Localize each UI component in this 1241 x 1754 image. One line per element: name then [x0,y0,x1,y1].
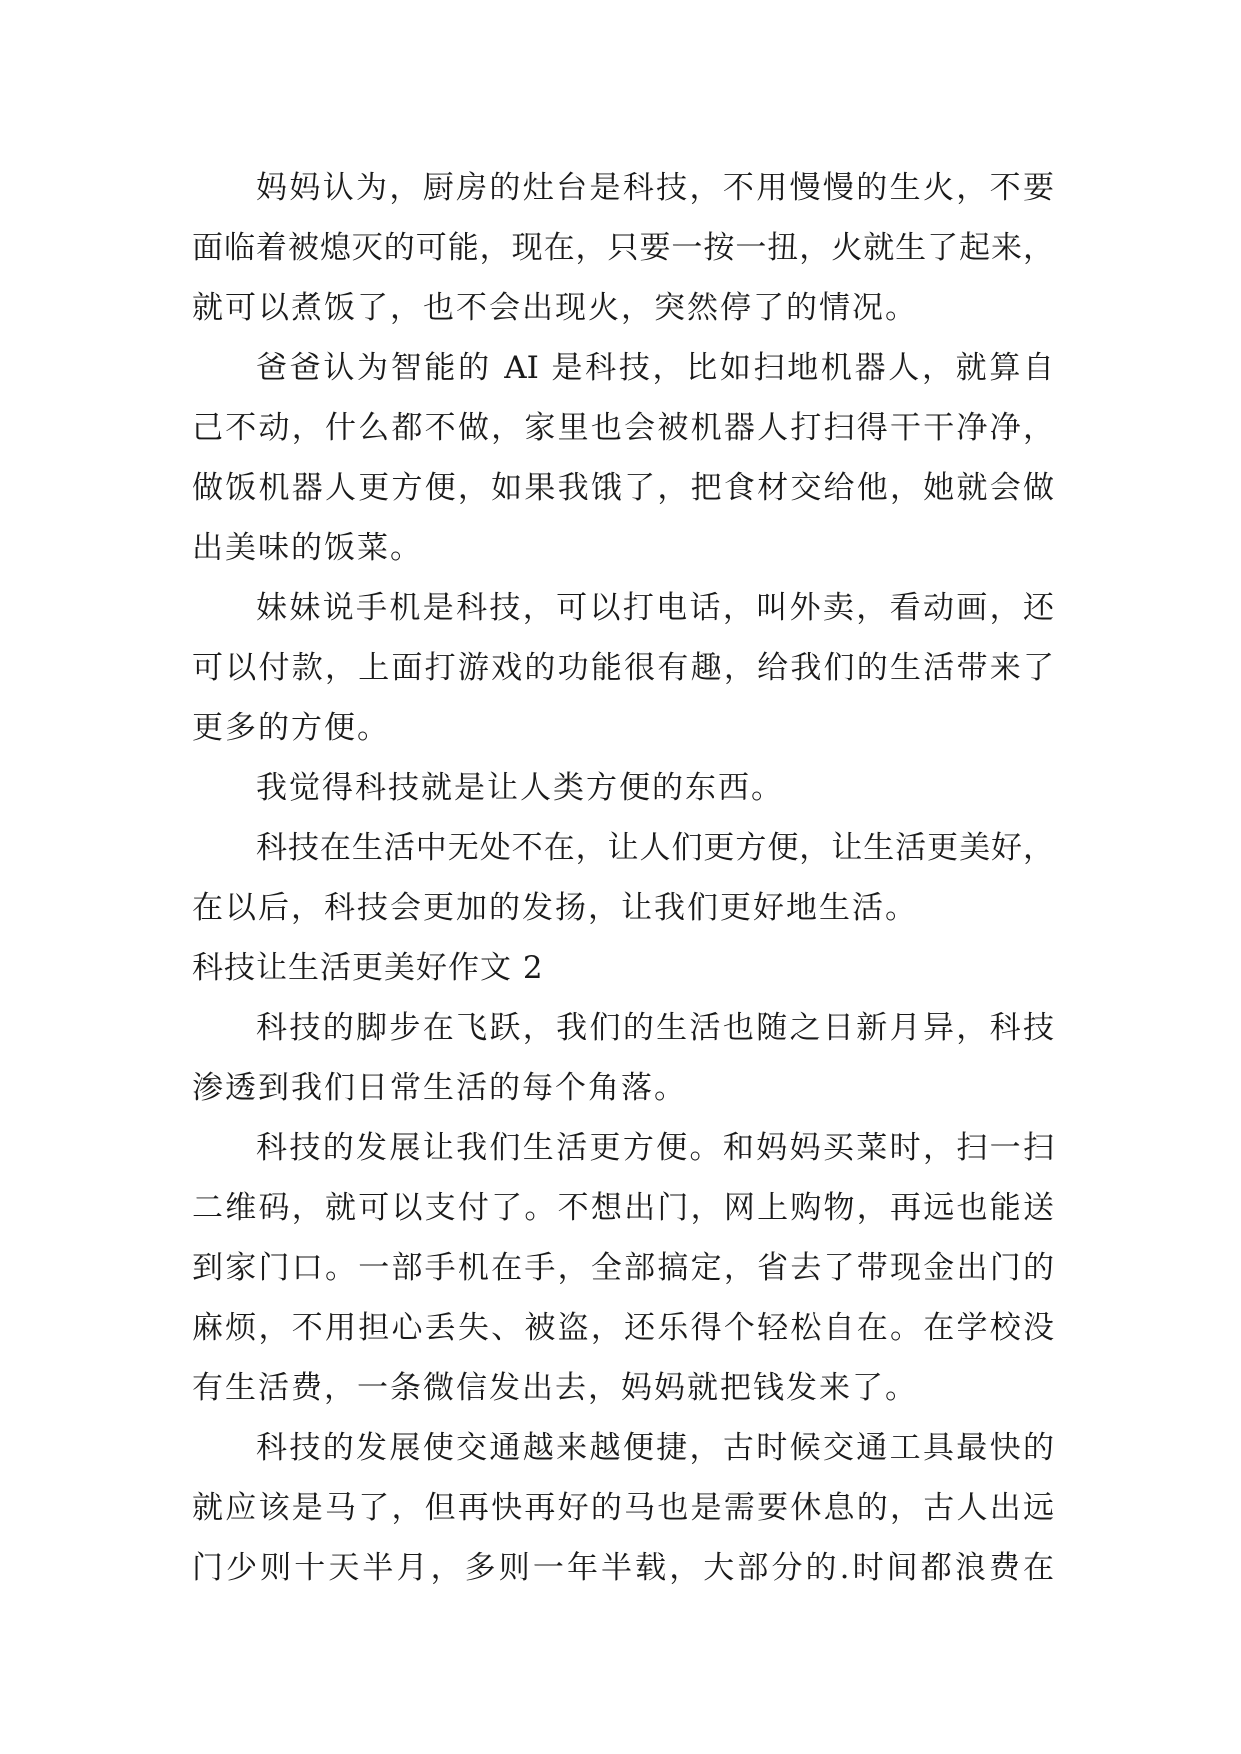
text-line: 妈妈认为，厨房的灶台是科技，不用慢慢的生火，不要 [256,170,1054,206]
paragraph-conclusion [192,818,1054,938]
paragraph-sister [192,578,1054,758]
text-line: 己不动，什么都不做，家里也会被机器人打扫得干干净净， [192,410,1054,446]
text-line: 面临着被熄灭的可能，现在，只要一按一扭，火就生了起来， [192,230,1054,266]
text-line: 有生活费，一条微信发出去，妈妈就把钱发来了。 [192,1370,918,1406]
text-line: 科技在生活中无处不在，让人们更方便，让生活更美好， [256,830,1054,866]
text-line: 就应该是马了，但再快再好的马也是需要休息的，古人出远 [192,1490,1054,1526]
paragraph-father [192,338,1054,578]
text-line: 科技的发展让我们生活更方便。和妈妈买菜时，扫一扫 [256,1130,1054,1166]
essay-heading: 科技让生活更美好作文 2 [192,950,544,986]
text-line: 麻烦，不用担心丢失、被盗，还乐得个轻松自在。在学校没 [192,1310,1054,1346]
document-body [192,158,1054,1598]
text-line: 渗透到我们日常生活的每个角落。 [192,1070,687,1106]
text-line: 在以后，科技会更加的发扬，让我们更好地生活。 [192,890,918,926]
text-line: 做饭机器人更方便，如果我饿了，把食材交给他，她就会做 [192,470,1054,506]
text-line: 我觉得科技就是让人类方便的东西。 [256,770,784,806]
text-line: 科技的发展使交通越来越便捷，古时候交通工具最快的 [256,1430,1054,1466]
text-line: 更多的方便。 [192,710,390,746]
paragraph-payment [192,1118,1054,1418]
text-line: 出美味的饭菜。 [192,530,423,566]
paragraph-me [192,758,1054,818]
text-line: 就可以煮饭了，也不会出现火，突然停了的情况。 [192,290,918,326]
paragraph-mother [192,158,1054,338]
text-line: 门少则十天半月，多则一年半载，大部分的.时间都浪费在 [192,1550,1054,1586]
text-line: 二维码，就可以支付了。不想出门，网上购物，再远也能送 [192,1190,1054,1226]
text-line: 到家门口。一部手机在手，全部搞定，省去了带现金出门的 [192,1250,1054,1286]
text-line: 可以付款，上面打游戏的功能很有趣，给我们的生活带来了 [192,650,1054,686]
text-line: 妹妹说手机是科技，可以打电话，叫外卖，看动画，还 [256,590,1054,626]
text-line: 科技的脚步在飞跃，我们的生活也随之日新月异，科技 [256,1010,1054,1046]
text-line: 爸爸认为智能的 AI 是科技，比如扫地机器人，就算自 [256,350,1054,386]
paragraph-intro [192,998,1054,1118]
paragraph-transport [192,1418,1054,1598]
